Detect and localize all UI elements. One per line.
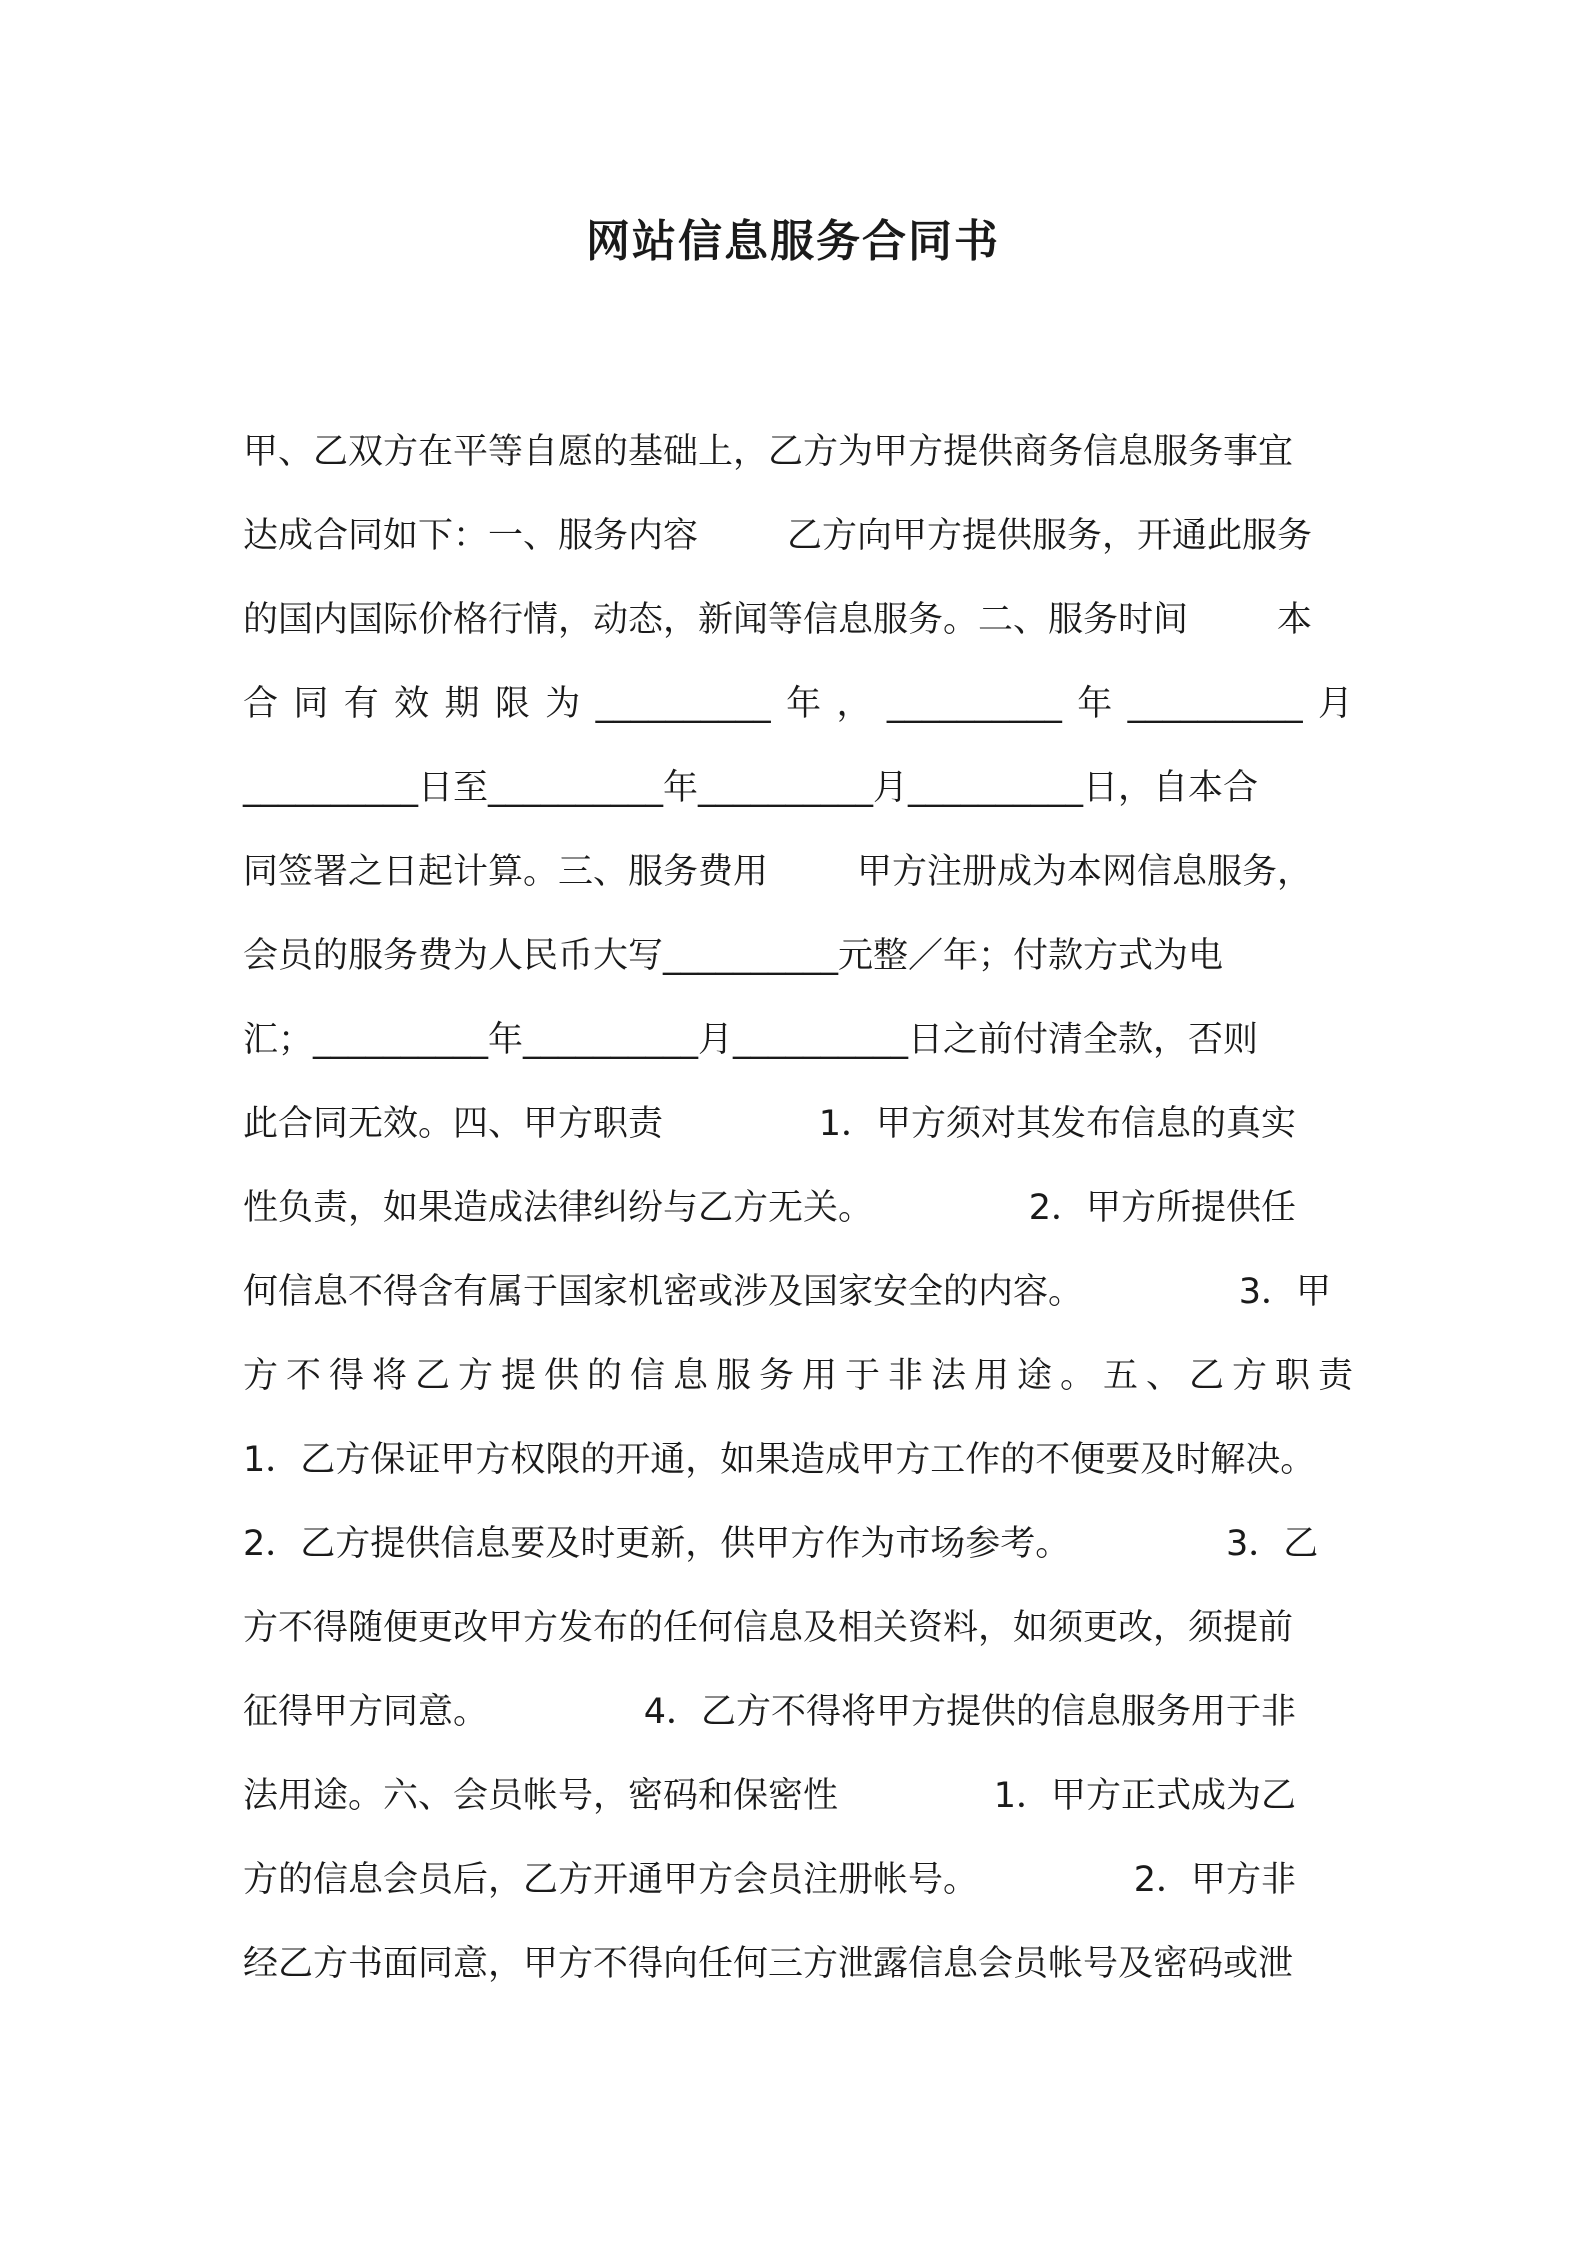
body-line: 方不得将乙方提供的信息服务用于非法用途。五、乙方职责 [243,1356,1353,1396]
body-line: 法用途。六、会员帐号，密码和保密性 1．甲方正式成为乙 [243,1776,1297,1816]
body-line: 此合同无效。四、甲方职责 1．甲方须对其发布信息的真实 [243,1104,1297,1144]
body-line: 方不得随便更改甲方发布的任何信息及相关资料，如须更改，须提前 [243,1608,1294,1648]
body-line: 何信息不得含有属于国家机密或涉及国家安全的内容。 3．甲 [243,1272,1332,1312]
body-line: 性负责，如果造成法律纠纷与乙方无关。 2．甲方所提供任 [243,1188,1297,1228]
body-line: __________日至__________年__________月__________日，自本合 [243,768,1259,808]
body-line: 汇；__________年__________月__________日之前付清全款，否则 [243,1020,1259,1060]
body-line: 1．乙方保证甲方权限的开通，如果造成甲方工作的不便要及时解决。 [243,1440,1316,1480]
body-line: 经乙方书面同意，甲方不得向任何三方泄露信息会员帐号及密码或泄 [243,1944,1294,1984]
body-line: 2．乙方提供信息要及时更新，供甲方作为市场参考。 3．乙 [243,1524,1319,1564]
body-line: 同签署之日起计算。三、服务费用 甲方注册成为本网信息服务， [243,852,1313,892]
body-line: 甲、乙双方在平等自愿的基础上，乙方为甲方提供商务信息服务事宜 [243,432,1294,472]
body-line: 会员的服务费为人民币大写__________元整／年；付款方式为电 [243,936,1224,976]
body-line: 方的信息会员后，乙方开通甲方会员注册帐号。 2．甲方非 [243,1860,1297,1900]
document-title: 网站信息服务合同书 [586,216,1000,267]
body-line: 征得甲方同意。 4．乙方不得将甲方提供的信息服务用于非 [243,1692,1297,1732]
document-body [243,410,1363,2006]
body-line: 的国内国际价格行情，动态，新闻等信息服务。二、服务时间 本 [243,600,1313,640]
body-line: 合同有效期限为__________年，__________年__________月 [243,684,1353,724]
body-line: 达成合同如下：一、服务内容 乙方向甲方提供服务，开通此服务 [243,516,1313,556]
